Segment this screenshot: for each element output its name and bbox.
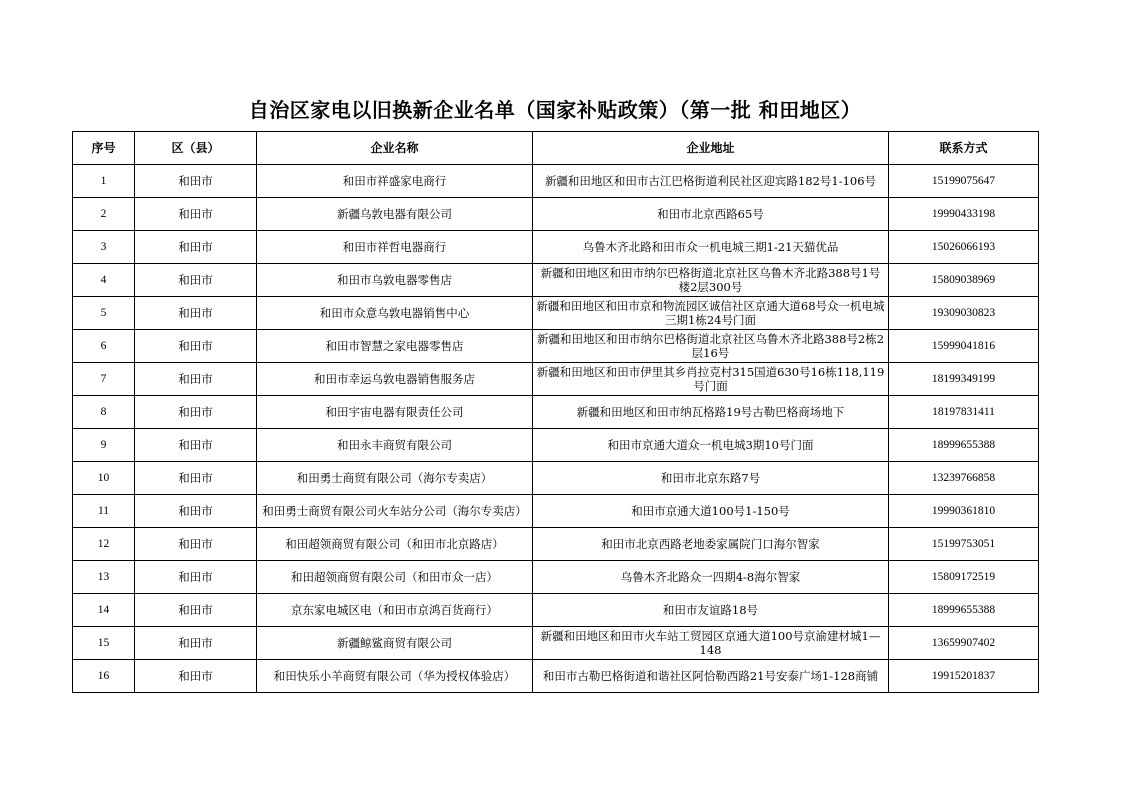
header-address: 企业地址 — [533, 132, 889, 165]
cell-address: 新疆和田地区和田市火车站工贸园区京通大道100号京渝建材城1—148 — [533, 627, 889, 660]
table-row — [73, 429, 1039, 462]
table-row — [73, 594, 1039, 627]
cell-phone: 18199349199 — [889, 363, 1039, 396]
table-row — [73, 660, 1039, 693]
cell-district: 和田市 — [135, 363, 257, 396]
cell-district: 和田市 — [135, 627, 257, 660]
table-row — [73, 330, 1039, 363]
cell-district: 和田市 — [135, 264, 257, 297]
cell-address: 和田市古勒巴格街道和谐社区阿恰勒西路21号安泰广场1-128商铺 — [533, 660, 889, 693]
cell-name: 新疆乌敦电器有限公司 — [257, 198, 533, 231]
cell-address: 新疆和田地区和田市伊里其乡肖拉克村315国道630号16栋118,119号门面 — [533, 363, 889, 396]
table-row — [73, 462, 1039, 495]
cell-name: 和田市幸运乌敦电器销售服务店 — [257, 363, 533, 396]
cell-seq: 11 — [73, 495, 135, 528]
cell-seq: 8 — [73, 396, 135, 429]
cell-seq: 12 — [73, 528, 135, 561]
cell-seq: 5 — [73, 297, 135, 330]
cell-name: 和田市众意乌敦电器销售中心 — [257, 297, 533, 330]
cell-district: 和田市 — [135, 429, 257, 462]
cell-name: 和田超领商贸有限公司（和田市众一店） — [257, 561, 533, 594]
cell-district: 和田市 — [135, 462, 257, 495]
cell-phone: 19309030823 — [889, 297, 1039, 330]
cell-district: 和田市 — [135, 660, 257, 693]
header-district: 区（县） — [135, 132, 257, 165]
cell-phone: 15026066193 — [889, 231, 1039, 264]
cell-address: 新疆和田地区和田市纳瓦格路19号古勒巴格商场地下 — [533, 396, 889, 429]
table-row — [73, 396, 1039, 429]
cell-address: 和田市北京西路老地委家属院门口海尔智家 — [533, 528, 889, 561]
cell-seq: 2 — [73, 198, 135, 231]
table-row — [73, 495, 1039, 528]
table-header-row — [73, 132, 1039, 165]
header-seq: 序号 — [73, 132, 135, 165]
table-row — [73, 165, 1039, 198]
cell-seq: 10 — [73, 462, 135, 495]
cell-address: 和田市京通大道众一机电城3期10号门面 — [533, 429, 889, 462]
cell-name: 和田市祥盛家电商行 — [257, 165, 533, 198]
cell-phone: 15999041816 — [889, 330, 1039, 363]
cell-district: 和田市 — [135, 528, 257, 561]
cell-name: 京东家电城区电（和田市京鸿百货商行） — [257, 594, 533, 627]
cell-address: 和田市北京东路7号 — [533, 462, 889, 495]
table-row — [73, 528, 1039, 561]
cell-address: 乌鲁木齐北路众一四期4-8海尔智家 — [533, 561, 889, 594]
cell-phone: 15199075647 — [889, 165, 1039, 198]
cell-district: 和田市 — [135, 396, 257, 429]
cell-phone: 18999655388 — [889, 594, 1039, 627]
table-row — [73, 198, 1039, 231]
table-row — [73, 627, 1039, 660]
cell-district: 和田市 — [135, 231, 257, 264]
header-phone: 联系方式 — [889, 132, 1039, 165]
table-row — [73, 297, 1039, 330]
cell-phone: 18999655388 — [889, 429, 1039, 462]
cell-name: 和田永丰商贸有限公司 — [257, 429, 533, 462]
cell-name: 和田勇士商贸有限公司（海尔专卖店） — [257, 462, 533, 495]
cell-phone: 19990361810 — [889, 495, 1039, 528]
cell-phone: 19990433198 — [889, 198, 1039, 231]
cell-seq: 13 — [73, 561, 135, 594]
cell-phone: 15809172519 — [889, 561, 1039, 594]
cell-district: 和田市 — [135, 198, 257, 231]
cell-seq: 6 — [73, 330, 135, 363]
cell-name: 和田市乌敦电器零售店 — [257, 264, 533, 297]
cell-address: 新疆和田地区和田市京和物流园区诚信社区京通大道68号众一机电城三期1栋24号门面 — [533, 297, 889, 330]
cell-phone: 19915201837 — [889, 660, 1039, 693]
enterprise-table — [72, 131, 1039, 693]
cell-address: 新疆和田地区和田市古江巴格街道利民社区迎宾路182号1-106号 — [533, 165, 889, 198]
cell-phone: 15809038969 — [889, 264, 1039, 297]
cell-address: 和田市北京西路65号 — [533, 198, 889, 231]
cell-name: 和田超领商贸有限公司（和田市北京路店） — [257, 528, 533, 561]
cell-district: 和田市 — [135, 561, 257, 594]
table-row — [73, 264, 1039, 297]
cell-phone: 15199753051 — [889, 528, 1039, 561]
cell-address: 新疆和田地区和田市纳尔巴格街道北京社区乌鲁木齐北路388号2栋2层16号 — [533, 330, 889, 363]
page-title: 自治区家电以旧换新企业名单（国家补贴政策）（第一批 和田地区） — [248, 98, 862, 122]
cell-district: 和田市 — [135, 165, 257, 198]
cell-phone: 13239766858 — [889, 462, 1039, 495]
cell-name: 和田市智慧之家电器零售店 — [257, 330, 533, 363]
cell-name: 和田宇宙电器有限责任公司 — [257, 396, 533, 429]
header-name: 企业名称 — [257, 132, 533, 165]
cell-seq: 15 — [73, 627, 135, 660]
cell-district: 和田市 — [135, 495, 257, 528]
cell-seq: 16 — [73, 660, 135, 693]
cell-address: 和田市京通大道100号1-150号 — [533, 495, 889, 528]
cell-phone: 13659907402 — [889, 627, 1039, 660]
cell-seq: 9 — [73, 429, 135, 462]
cell-seq: 7 — [73, 363, 135, 396]
cell-seq: 3 — [73, 231, 135, 264]
table-row — [73, 363, 1039, 396]
cell-seq: 14 — [73, 594, 135, 627]
cell-seq: 4 — [73, 264, 135, 297]
cell-address: 和田市友谊路18号 — [533, 594, 889, 627]
cell-address: 新疆和田地区和田市纳尔巴格街道北京社区乌鲁木齐北路388号1号楼2层300号 — [533, 264, 889, 297]
cell-district: 和田市 — [135, 330, 257, 363]
cell-seq: 1 — [73, 165, 135, 198]
cell-address: 乌鲁木齐北路和田市众一机电城三期1-21天猫优品 — [533, 231, 889, 264]
table-row — [73, 231, 1039, 264]
cell-district: 和田市 — [135, 297, 257, 330]
cell-name: 和田快乐小羊商贸有限公司（华为授权体验店） — [257, 660, 533, 693]
cell-name: 和田勇士商贸有限公司火车站分公司（海尔专卖店） — [257, 495, 533, 528]
cell-name: 和田市祥哲电器商行 — [257, 231, 533, 264]
table-row — [73, 561, 1039, 594]
cell-name: 新疆鲸鲨商贸有限公司 — [257, 627, 533, 660]
cell-district: 和田市 — [135, 594, 257, 627]
cell-phone: 18197831411 — [889, 396, 1039, 429]
